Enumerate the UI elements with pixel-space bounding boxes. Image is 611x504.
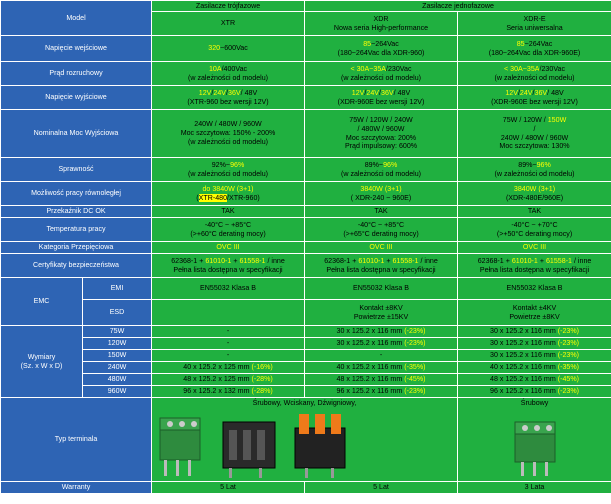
xdre-dim: 30 x 125.2 x 116 mm (-23%) — [458, 338, 611, 350]
xdre-dim: 30 x 125.2 x 116 mm (-23%) — [458, 350, 611, 362]
xdr-warranty: 5 Lat — [305, 482, 458, 494]
label-temperature: Temperatura pracy — [1, 218, 152, 242]
xdre-dim: 48 x 125.2 x 116 mm (-45%) — [458, 374, 611, 386]
push-in-terminal-image — [223, 422, 275, 478]
xdr-certs: 62368-1 + 61010-1 + 61558-1 / inne Pełna lista dostępna w specyfikacji — [305, 254, 458, 278]
dim-watt: 960W — [83, 386, 152, 398]
xtr-relay: TAK — [152, 206, 305, 218]
xtr-dim: 96 x 125.2 x 132 mm (-28%) — [152, 386, 305, 398]
xdr-esd: Kontakt ±8KV Powietrze ±15KV — [305, 300, 458, 326]
xdr-dim: - — [305, 350, 458, 362]
xtr-warranty: 5 Lat — [152, 482, 305, 494]
xdre-warranty: 3 Lata — [458, 482, 611, 494]
model-header: Model — [1, 1, 152, 36]
dim-watt: 240W — [83, 362, 152, 374]
xdre-overvoltage: OVC III — [458, 242, 611, 254]
xtr-output-voltage: 12V/24V/36V/ 48V (XTR-960 bez wersji 12V) — [152, 86, 305, 110]
dim-watt: 75W — [83, 326, 152, 338]
xdr-dim: 30 x 125.2 x 116 mm (-23%) — [305, 338, 458, 350]
label-power: Nominalna Moc Wyjściowa — [1, 110, 152, 158]
label-input-voltage: Napięcie wejściowe — [1, 36, 152, 62]
label-terminal: Typ terminala — [1, 398, 152, 482]
xdre-temperature: -40°C ~ +70°C (>+50°C derating mocy) — [458, 218, 611, 242]
label-esd: ESD — [83, 300, 152, 326]
label-certs: Certyfikaty bezpieczeństwa — [1, 254, 152, 278]
xdre-input-voltage: 85~264Vac (180~264Vac dla XDR-960E) — [458, 36, 611, 62]
screw-terminal-image — [160, 418, 200, 476]
xtr-input-voltage: 320~600Vac — [152, 36, 305, 62]
xdre-esd: Kontakt ±4KV Powietrze ±8KV — [458, 300, 611, 326]
xdre-dim: 96 x 125.2 x 116 mm (-23%) — [458, 386, 611, 398]
xtr-emi: EN55032 Klasa B — [152, 278, 305, 300]
label-efficiency: Sprawność — [1, 158, 152, 182]
xdr-inrush: < 30A~35A/230Vac (w zależności od modelu) — [305, 62, 458, 86]
terminal-images — [155, 408, 455, 480]
dim-watt: 120W — [83, 338, 152, 350]
label-dimensions: Wymiary (Sz. x W x D) — [1, 326, 83, 398]
xtr-esd — [152, 300, 305, 326]
xtr-dim: - — [152, 338, 305, 350]
xdre-parallel: 3840W (3+1) (XDR-480E/960E) — [458, 182, 611, 206]
label-relay: Przekaźnik DC OK — [1, 206, 152, 218]
dim-watt: 480W — [83, 374, 152, 386]
model-xtr: XTR — [152, 12, 305, 36]
xtr-parallel: do 3840W (3+1) (XTR-480/XTR-960) — [152, 182, 305, 206]
xdr-dim: 96 x 125.2 x 116 mm (-23%) — [305, 386, 458, 398]
xdr-emi: EN55032 Klasa B — [305, 278, 458, 300]
xdre-power: 75W / 120W / 150W / 240W / 480W / 960W Moc szczytowa: 130% — [458, 110, 611, 158]
xtr-dim: 48 x 125.2 x 125 mm (-28%) — [152, 374, 305, 386]
xtr-overvoltage: OVC III — [152, 242, 305, 254]
xdre-certs: 62368-1 + 61010-1 + 61558-1 / inne Pełna lista dostępna w specyfikacji — [458, 254, 611, 278]
xdr-dim: 48 x 125.2 x 116 mm (-45%) — [305, 374, 458, 386]
xtr-efficiency: 92%~96% (w zależności od modelu) — [152, 158, 305, 182]
xdr-temperature: -40°C ~ +85°C (>+65°C derating mocy) — [305, 218, 458, 242]
label-overvoltage: Kategoria Przepięciowa — [1, 242, 152, 254]
xdre-relay: TAK — [458, 206, 611, 218]
xdr-overvoltage: OVC III — [305, 242, 458, 254]
xtr-dim: - — [152, 350, 305, 362]
label-parallel: Możliwość pracy równoległej — [1, 182, 152, 206]
screw-terminal-image — [460, 408, 610, 480]
label-inrush: Prąd rozruchowy — [1, 62, 152, 86]
xdre-dim: 40 x 125.2 x 116 mm (-35%) — [458, 362, 611, 374]
label-warranty: Warranty — [1, 482, 152, 494]
xtr-temperature: -40°C ~ +85°C (>+60°C derating mocy) — [152, 218, 305, 242]
dim-watt: 150W — [83, 350, 152, 362]
label-output-voltage: Napięcie wyjściowe — [1, 86, 152, 110]
label-emi: EMI — [83, 278, 152, 300]
xtr-dim: 40 x 125.2 x 125 mm (-16%) — [152, 362, 305, 374]
xdr-output-voltage: 12V/24V/36V/ 48V (XDR-960E bez wersji 12V) — [305, 86, 458, 110]
xdr-efficiency: 89%~96% (w zależności od modelu) — [305, 158, 458, 182]
model-xdr: XDR Nowa seria High-performance — [305, 12, 458, 36]
terminal-xtr-xdr: Śrubowy, Wciskany, Dźwigniowy, — [152, 398, 458, 482]
terminal-xdre: Śrubowy — [458, 398, 611, 482]
xtr-certs: 62368-1 + 61010-1 + 61558-1 / inne Pełna lista dostępna w specyfikacji — [152, 254, 305, 278]
xdr-dim: 30 x 125.2 x 116 mm (-23%) — [305, 326, 458, 338]
group-single-phase: Zasilacze jednofazowe — [305, 1, 611, 12]
xdr-input-voltage: 85~264Vac (180~264Vac dla XDR-960) — [305, 36, 458, 62]
xdre-dim: 30 x 125.2 x 116 mm (-23%) — [458, 326, 611, 338]
lever-terminal-image — [295, 414, 345, 478]
xdr-dim: 40 x 125.2 x 116 mm (-35%) — [305, 362, 458, 374]
xtr-dim: - — [152, 326, 305, 338]
xdr-power: 75W / 120W / 240W / 480W / 960W Moc szczytowa: 200% Prąd impulsowy: 600% — [305, 110, 458, 158]
xdre-emi: EN55032 Klasa B — [458, 278, 611, 300]
xdr-parallel: 3840W (3+1) ( XDR-240 ~ 960E) — [305, 182, 458, 206]
group-three-phase: Zasilacze trójfazowe — [152, 1, 305, 12]
xdre-output-voltage: 12V/24V/36V/ 48V (XDR-960E bez wersji 12V) — [458, 86, 611, 110]
xdre-inrush: < 30A~35A/230Vac (w zależności od modelu) — [458, 62, 611, 86]
label-emc: EMC — [1, 278, 83, 326]
xdre-efficiency: 89%~96% (w zależności od modelu) — [458, 158, 611, 182]
xtr-inrush: 10A/400Vac (w zależności od modelu) — [152, 62, 305, 86]
xtr-power: 240W / 480W / 960W Moc szczytowa: 150% - 200% (w zależności od modelu) — [152, 110, 305, 158]
model-xdre: XDR-E Seria uniwersalna — [458, 12, 611, 36]
xdr-relay: TAK — [305, 206, 458, 218]
